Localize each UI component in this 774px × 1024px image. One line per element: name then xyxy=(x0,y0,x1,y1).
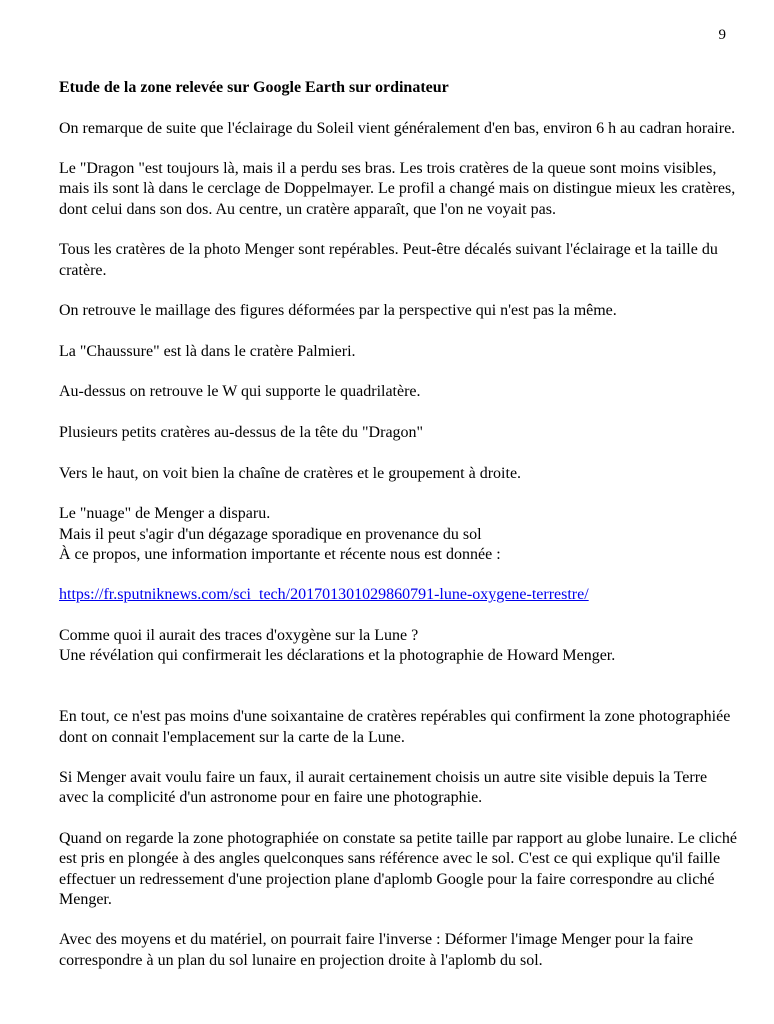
sputnik-news-link[interactable]: https://fr.sputniknews.com/sci_tech/201701301029860791-lune-oxygene-terrestre/ xyxy=(59,586,589,604)
cloud-line-1: Le "nuage" de Menger a disparu. xyxy=(59,505,271,523)
paragraph-fake: Si Menger avait voulu faire un faux, il aurait certainement choisis un autre site visible depuis la Terre avec la complicité d'un astronome pour en faire une photographie. xyxy=(59,769,708,807)
oxygen-line-1: Comme quoi il aurait des traces d'oxygène sur la Lune ? xyxy=(59,627,419,645)
paragraph-crater-chain: Vers le haut, on voit bien la chaîne de cratères et le groupement à droite. xyxy=(59,464,522,482)
oxygen-line-2: Une révélation qui confirmerait les déclarations et la photographie de Howard Menger. xyxy=(59,647,616,665)
document-body xyxy=(59,78,739,991)
paragraph-cloud xyxy=(59,504,739,565)
paragraph-lighting: On remarque de suite que l'éclairage du Soleil vient généralement d'en bas, environ 6 h au cadran horaire. xyxy=(59,119,736,137)
paragraph-small-craters: Plusieurs petits cratères au-dessus de la tête du "Dragon" xyxy=(59,424,424,442)
paragraph-dragon: Le "Dragon "est toujours là, mais il a perdu ses bras. Les trois cratères de la queue sont moins visibles, mais ils sont là dans le cerclage de Doppelmayer. Le profil a changé mais on distingue mieux les cratères, dont celui dans son dos. Au centre, un cratère apparaît, que l'on ne voyait pas. xyxy=(59,160,736,218)
paragraph-oxygen xyxy=(59,626,739,667)
cloud-line-3: À ce propos, une information importante et récente nous est donnée : xyxy=(59,545,501,563)
paragraph-zone-size: Quand on regarde la zone photographiée on constate sa petite taille par rapport au globe lunaire. Le cliché est pris en plongée à des angles quelconques sans référence avec le sol. C'est ce qui explique qu'il faille effectuer un redressement d'une projection plane d'aplomb Google pour la faire correspondre au cliché Menger. xyxy=(59,829,737,908)
paragraph-inverse: Avec des moyens et du matériel, on pourrait faire l'inverse : Déformer l'image Menger pour la faire correspondre à un plan du sol lunaire en projection droite à l'aplomb du sol. xyxy=(59,931,694,969)
paragraph-mesh: On retrouve le maillage des figures déformées par la perspective qui n'est pas la même. xyxy=(59,302,617,320)
page-number: 9 xyxy=(718,27,726,43)
cloud-line-2: Mais il peut s'agir d'un dégazage sporadique en provenance du sol xyxy=(59,525,482,543)
paragraph-w-shape: Au-dessus on retrouve le W qui supporte le quadrilatère. xyxy=(59,383,421,401)
paragraph-sixty-craters: En tout, ce n'est pas moins d'une soixantaine de cratères repérables qui confirment la zone photographiée dont on connait l'emplacement sur la carte de la Lune. xyxy=(59,708,731,746)
section-title: Etude de la zone relevée sur Google Earth sur ordinateur xyxy=(59,79,449,96)
paragraph-link xyxy=(59,585,739,605)
paragraph-shoe: La "Chaussure" est là dans le cratère Palmieri. xyxy=(59,342,356,360)
paragraph-craters: Tous les cratères de la photo Menger sont repérables. Peut-être décalés suivant l'éclairage et la taille du cratère. xyxy=(59,241,718,279)
